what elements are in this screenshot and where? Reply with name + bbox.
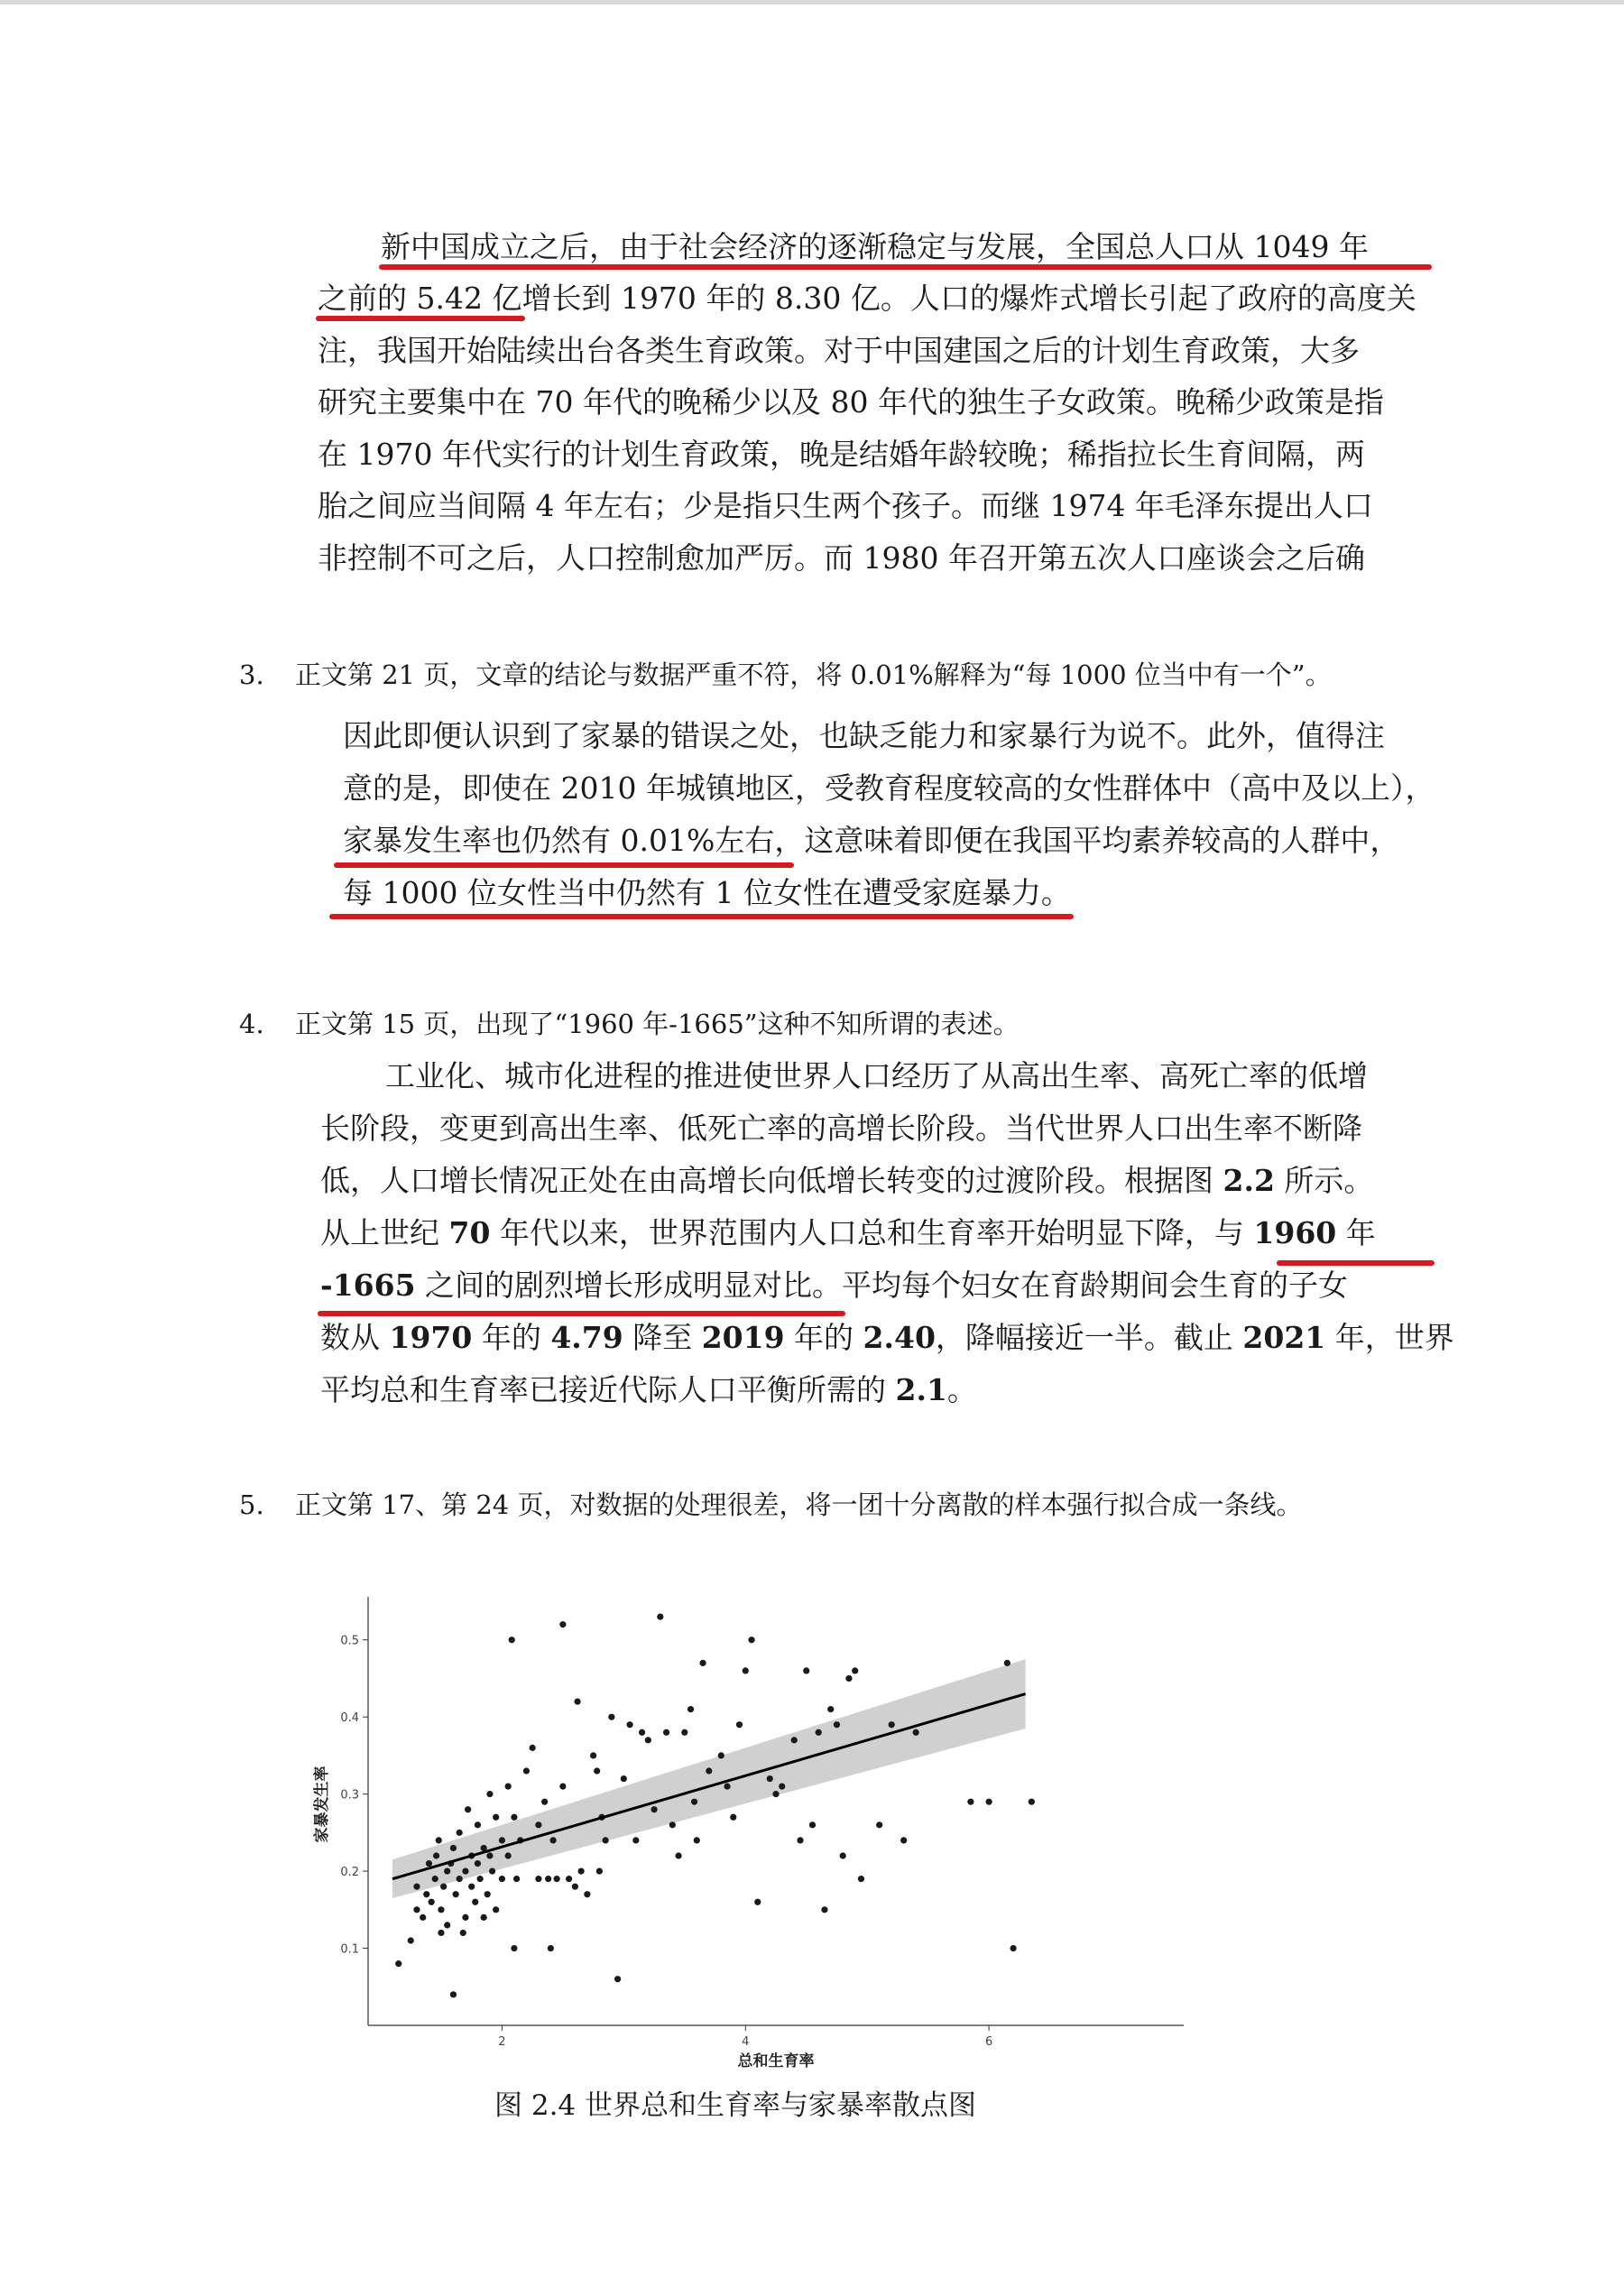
text-span: 年，世界 — [1325, 1320, 1454, 1355]
data-point — [852, 1667, 858, 1674]
data-point — [1029, 1799, 1035, 1805]
data-point — [462, 1867, 468, 1874]
data-point — [730, 1814, 736, 1821]
data-point — [699, 1660, 706, 1666]
text-span: 之间的剧烈增长形成明显对比。平均每个妇女在育龄期间会生育的子女 — [415, 1268, 1349, 1303]
data-point — [767, 1775, 773, 1782]
item-text: 正文第 15 页，出现了“1960 年-1665”这种不知所谓的表述。 — [295, 1009, 1020, 1039]
data-point — [465, 1806, 471, 1812]
data-point — [457, 1876, 463, 1882]
red-underline — [316, 316, 525, 321]
text-line: 意的是，即使在 2010 年城镇地区，受教育程度较高的女性群体中（高中及以上）， — [343, 770, 1435, 806]
data-point — [614, 1976, 621, 1982]
data-point — [779, 1783, 785, 1789]
red-underline — [379, 264, 1432, 270]
data-point — [645, 1737, 651, 1743]
data-point — [718, 1752, 724, 1758]
data-point — [460, 1930, 466, 1936]
data-point — [530, 1745, 536, 1751]
text-line: 在 1970 年代实行的计划生育政策，晚是结婚年龄较晚；稀指拉长生育间隔，两 — [318, 437, 1365, 472]
data-point — [986, 1799, 992, 1805]
data-point — [681, 1729, 687, 1736]
red-underline — [318, 1311, 845, 1316]
data-point — [1004, 1660, 1010, 1666]
text-line — [320, 1367, 977, 1409]
text-line — [320, 1157, 1373, 1200]
data-point — [574, 1698, 580, 1704]
item-number: 5. — [239, 1489, 264, 1520]
data-point — [475, 1860, 481, 1867]
data-point — [687, 1706, 694, 1712]
data-point — [438, 1906, 444, 1913]
scatter-chart — [307, 1583, 1209, 2070]
data-point — [535, 1821, 541, 1828]
data-point — [450, 1991, 457, 1997]
data-point — [513, 1876, 520, 1882]
text-span: 从上世纪 — [320, 1215, 449, 1250]
data-point — [450, 1845, 457, 1851]
item-number: 4. — [239, 1009, 264, 1039]
data-point — [639, 1729, 645, 1736]
data-point — [772, 1791, 779, 1797]
red-underline — [329, 914, 1074, 919]
data-point — [590, 1752, 596, 1758]
data-point — [462, 1914, 468, 1921]
figure-caption: 图 2.4 世界总和生育率与家暴率散点图 — [494, 2089, 977, 2122]
item-text: 正文第 17、第 24 页，对数据的处理很差，将一团十分离散的样本强行拟合成一条线。 — [295, 1489, 1303, 1520]
text-span: 年的 — [472, 1320, 551, 1355]
data-point — [691, 1799, 697, 1805]
text-line: 工业化、城市化进程的推进使世界人口经历了从高出生率、高死亡率的低增 — [385, 1058, 1368, 1093]
text-span: 年 — [1336, 1215, 1376, 1250]
text-line: 非控制不可之后，人口控制愈加严厉。而 1980 年召开第五次人口座谈会之后确 — [318, 540, 1365, 576]
data-point — [477, 1876, 484, 1882]
text-span: 降至 — [623, 1320, 702, 1355]
text-span: 1970 — [389, 1320, 473, 1355]
data-point — [413, 1906, 420, 1913]
text-line: 长阶段，变更到高出生率、低死亡率的高增长阶段。当代世界人口出生率不断降 — [320, 1111, 1362, 1146]
data-point — [632, 1837, 639, 1843]
data-point — [663, 1729, 669, 1736]
data-point — [694, 1837, 700, 1843]
data-point — [420, 1914, 426, 1921]
data-point — [889, 1721, 895, 1728]
item-number: 3. — [239, 659, 264, 690]
x-tick-label: 4 — [742, 2035, 750, 2049]
data-point — [541, 1799, 548, 1805]
data-point — [858, 1876, 864, 1882]
data-point — [566, 1876, 572, 1882]
red-underline — [1277, 1260, 1435, 1266]
text-line: 每 1000 位女性当中仍然有 1 位女性在遭受家庭暴力。 — [343, 875, 1071, 910]
review-item-3 — [239, 655, 1332, 692]
text-span: 4.79 — [550, 1320, 623, 1355]
text-line: 研究主要集中在 70 年代的晚稀少以及 80 年代的独生子女政策。晚稀少政策是指 — [318, 384, 1384, 420]
text-span: 。 — [946, 1372, 977, 1407]
data-point — [608, 1714, 614, 1720]
text-span: 数从 — [320, 1320, 390, 1355]
text-span: ，降幅接近一半。截止 — [935, 1320, 1243, 1355]
data-point — [748, 1637, 754, 1643]
data-point — [413, 1884, 420, 1890]
data-point — [791, 1737, 798, 1743]
x-axis-title: 总和生育率 — [737, 2052, 815, 2070]
data-point — [554, 1876, 560, 1882]
text-span: 1960 — [1253, 1215, 1337, 1250]
data-point — [809, 1821, 816, 1828]
data-point — [578, 1867, 585, 1874]
data-point — [840, 1852, 846, 1858]
review-item-5 — [239, 1485, 1302, 1522]
review-item-4 — [239, 1004, 1020, 1041]
text-line: 之前的 5.42 亿增长到 1970 年的 8.30 亿。人口的爆炸式增长引起了政府的高度关 — [318, 281, 1416, 316]
data-point — [457, 1830, 463, 1836]
data-point — [1010, 1945, 1017, 1951]
data-point — [706, 1767, 712, 1774]
text-span: 2.1 — [895, 1372, 947, 1407]
data-point — [669, 1821, 676, 1828]
data-point — [657, 1613, 663, 1619]
data-point — [675, 1852, 681, 1858]
text-line — [320, 1314, 1454, 1357]
data-point — [754, 1899, 761, 1905]
data-point — [505, 1852, 512, 1858]
data-point — [876, 1821, 882, 1828]
data-point — [486, 1791, 493, 1797]
data-point — [429, 1899, 435, 1905]
data-point — [900, 1837, 907, 1843]
data-point — [499, 1837, 505, 1843]
data-point — [834, 1721, 840, 1728]
page-top-border — [0, 0, 1624, 5]
data-point — [845, 1675, 852, 1682]
data-point — [549, 1837, 556, 1843]
y-tick-label: 0.5 — [340, 1634, 359, 1648]
data-point — [453, 1891, 459, 1897]
item-text: 正文第 21 页，文章的结论与数据严重不符，将 0.01%解释为“每 1000 位当中有一个”。 — [295, 659, 1332, 690]
text-span: 所示。 — [1274, 1163, 1374, 1198]
data-point — [596, 1867, 603, 1874]
data-point — [559, 1783, 566, 1789]
text-span: 2021 — [1242, 1320, 1326, 1355]
data-point — [408, 1937, 414, 1943]
data-point — [489, 1867, 495, 1874]
data-point — [433, 1852, 439, 1858]
data-point — [584, 1891, 590, 1897]
text-span: -1665 — [320, 1268, 416, 1303]
data-point — [816, 1729, 822, 1736]
data-point — [545, 1876, 551, 1882]
data-point — [444, 1867, 450, 1874]
data-point — [626, 1721, 632, 1728]
data-point — [493, 1906, 499, 1913]
data-point — [472, 1899, 478, 1905]
data-point — [621, 1775, 627, 1782]
data-point — [499, 1876, 505, 1882]
chart-background — [307, 1583, 1209, 2070]
data-point — [509, 1637, 515, 1643]
data-point — [559, 1621, 566, 1627]
data-point — [475, 1821, 481, 1828]
text-span: 70 — [448, 1215, 491, 1250]
text-line: 因此即便认识到了家暴的错误之处，也缺乏能力和家暴行为说不。此外，值得注 — [343, 718, 1385, 753]
data-point — [803, 1667, 809, 1674]
y-tick-label: 0.1 — [340, 1942, 359, 1957]
y-tick-label: 0.2 — [340, 1866, 359, 1880]
text-span: 2.2 — [1223, 1163, 1275, 1198]
data-point — [436, 1837, 442, 1843]
data-point — [967, 1799, 973, 1805]
data-point — [724, 1783, 730, 1789]
data-point — [535, 1876, 541, 1882]
y-tick-label: 0.4 — [340, 1711, 359, 1726]
data-point — [603, 1837, 609, 1843]
data-point — [432, 1876, 438, 1882]
text-line: 新中国成立之后，由于社会经济的逐渐稳定与发展，全国总人口从 1049 年 — [381, 229, 1369, 264]
data-point — [468, 1884, 475, 1890]
data-point — [736, 1721, 743, 1728]
data-point — [821, 1906, 827, 1913]
x-tick-label: 6 — [984, 2035, 993, 2049]
text-line: 注，我国开始陆续出台各类生育政策。对于中国建国之后的计划生育政策，大多 — [318, 333, 1360, 368]
data-point — [484, 1891, 491, 1897]
data-point — [481, 1914, 487, 1921]
data-point — [523, 1767, 530, 1774]
data-point — [797, 1837, 803, 1843]
data-point — [395, 1960, 401, 1967]
text-span: 平均总和生育率已接近代际人口平衡所需的 — [320, 1372, 896, 1407]
data-point — [444, 1922, 450, 1928]
text-span: 年的 — [784, 1320, 863, 1355]
data-point — [594, 1767, 600, 1774]
data-point — [511, 1814, 517, 1821]
data-point — [572, 1884, 578, 1890]
data-point — [486, 1852, 493, 1858]
x-tick-label: 2 — [498, 2035, 506, 2049]
data-point — [827, 1706, 834, 1712]
red-underline — [334, 862, 794, 868]
data-point — [438, 1930, 444, 1936]
text-span: 低，人口增长情况正处在由高增长向低增长转变的过渡阶段。根据图 — [320, 1163, 1223, 1198]
data-point — [440, 1884, 447, 1890]
data-point — [426, 1860, 432, 1867]
data-point — [743, 1667, 749, 1674]
data-point — [505, 1783, 512, 1789]
data-point — [511, 1945, 517, 1951]
text-span: 2.40 — [863, 1320, 936, 1355]
text-span: 2019 — [701, 1320, 785, 1355]
text-line: 家暴发生率也仍然有 0.01%左右，这意味着即便在我国平均素养较高的人群中， — [343, 823, 1400, 858]
data-point — [548, 1945, 554, 1951]
data-point — [651, 1806, 657, 1812]
y-axis-title: 家暴发生率 — [313, 1766, 331, 1843]
text-line: 胎之间应当间隔 4 年左右；少是指只生两个孩子。而继 1974 年毛泽东提出人口 — [318, 488, 1373, 523]
text-span: 年代以来，世界范围内人口总和生育率开始明显下降，与 — [490, 1215, 1254, 1250]
data-point — [913, 1729, 919, 1736]
text-line — [320, 1262, 1348, 1305]
text-line — [320, 1210, 1376, 1252]
data-point — [423, 1891, 429, 1897]
y-tick-label: 0.3 — [340, 1788, 359, 1803]
data-point — [493, 1814, 499, 1821]
